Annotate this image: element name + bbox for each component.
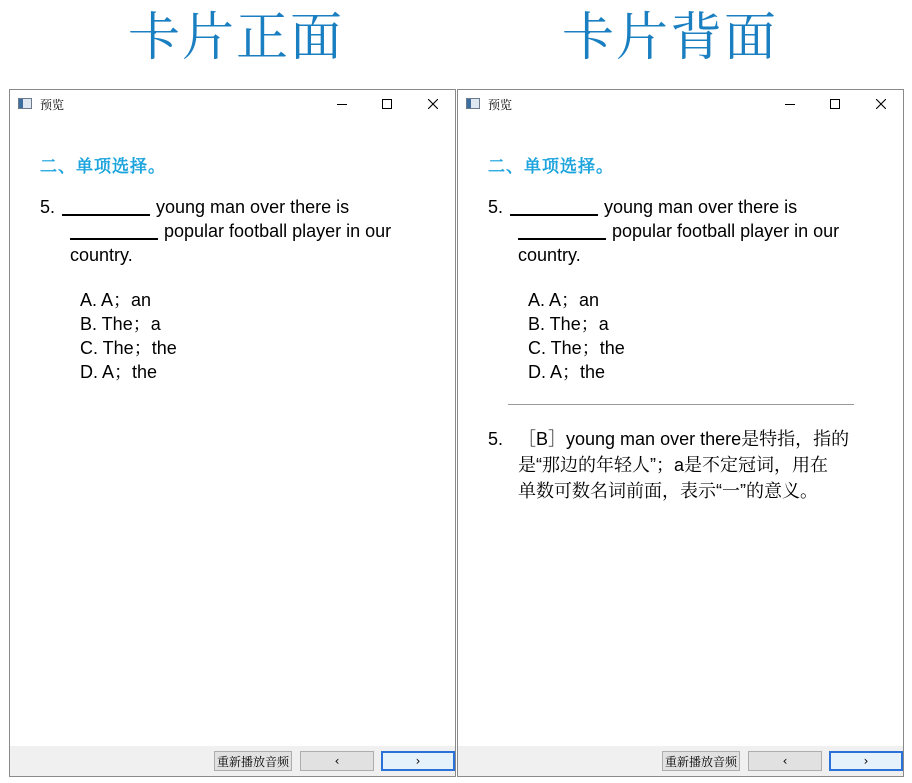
option-c: C. The；the — [80, 338, 177, 358]
option-c: C. The；the — [528, 338, 625, 358]
window-title: 预览 — [488, 98, 513, 112]
blank-line — [70, 220, 158, 240]
answer-line-2: 是“那边的年轻人”；a是不定冠词，用在 — [518, 455, 828, 475]
app-icon — [466, 98, 480, 109]
option-d: D. A；the — [528, 362, 606, 382]
next-button[interactable]: › — [829, 751, 903, 771]
minimize-button[interactable] — [319, 90, 365, 118]
option-d: D. A；the — [80, 362, 158, 382]
close-icon — [876, 99, 886, 109]
footer-bar — [10, 746, 455, 776]
option-b: B. The；a — [528, 314, 609, 334]
replay-audio-button[interactable]: 重新播放音频 — [214, 751, 292, 771]
question-line-1: young man over there is — [604, 197, 798, 217]
next-button[interactable]: › — [381, 751, 455, 771]
option-b: B. The；a — [80, 314, 161, 334]
question-number: 5. — [40, 197, 56, 217]
maximize-icon — [382, 99, 392, 109]
answer-number: 5. — [488, 429, 504, 449]
close-button[interactable] — [410, 90, 456, 118]
question-line-3: country. — [518, 245, 581, 265]
preview-window-back — [457, 89, 904, 777]
maximize-button[interactable] — [812, 90, 858, 118]
footer-bar — [458, 746, 903, 776]
maximize-icon — [830, 99, 840, 109]
preview-window-front — [9, 89, 456, 777]
answer-line-3: 单数可数名词前面，表示“一”的意义。 — [518, 481, 818, 501]
minimize-icon — [785, 99, 795, 109]
section-title: 二、单项选择。 — [488, 157, 614, 177]
card-content — [10, 118, 455, 746]
replay-audio-button[interactable]: 重新播放音频 — [662, 751, 740, 771]
options-list — [80, 288, 177, 384]
blank-line — [510, 196, 598, 216]
maximize-button[interactable] — [364, 90, 410, 118]
divider — [508, 404, 854, 405]
question-line-1: young man over there is — [156, 197, 350, 217]
question-number: 5. — [488, 197, 504, 217]
prev-button[interactable]: ‹ — [300, 751, 374, 771]
minimize-button[interactable] — [767, 90, 813, 118]
blank-line — [62, 196, 150, 216]
app-icon — [18, 98, 32, 109]
answer-line-1: ［B］young man over there是特指，指的 — [518, 429, 850, 449]
option-a: A. A；an — [80, 290, 152, 310]
question-line-2: popular football player in our — [164, 221, 392, 241]
question-line-3: country. — [70, 245, 133, 265]
close-icon — [428, 99, 438, 109]
prev-button[interactable]: ‹ — [748, 751, 822, 771]
option-a: A. A；an — [528, 290, 600, 310]
window-title: 预览 — [40, 98, 65, 112]
close-button[interactable] — [858, 90, 904, 118]
front-heading: 卡片正面 — [128, 8, 345, 68]
title-bar — [10, 90, 455, 118]
minimize-icon — [337, 99, 347, 109]
blank-line — [518, 220, 606, 240]
title-bar — [458, 90, 903, 118]
options-list — [528, 288, 625, 384]
section-title: 二、单项选择。 — [40, 157, 166, 177]
card-content — [458, 118, 903, 746]
question-line-2: popular football player in our — [612, 221, 840, 241]
back-heading: 卡片背面 — [562, 8, 779, 68]
